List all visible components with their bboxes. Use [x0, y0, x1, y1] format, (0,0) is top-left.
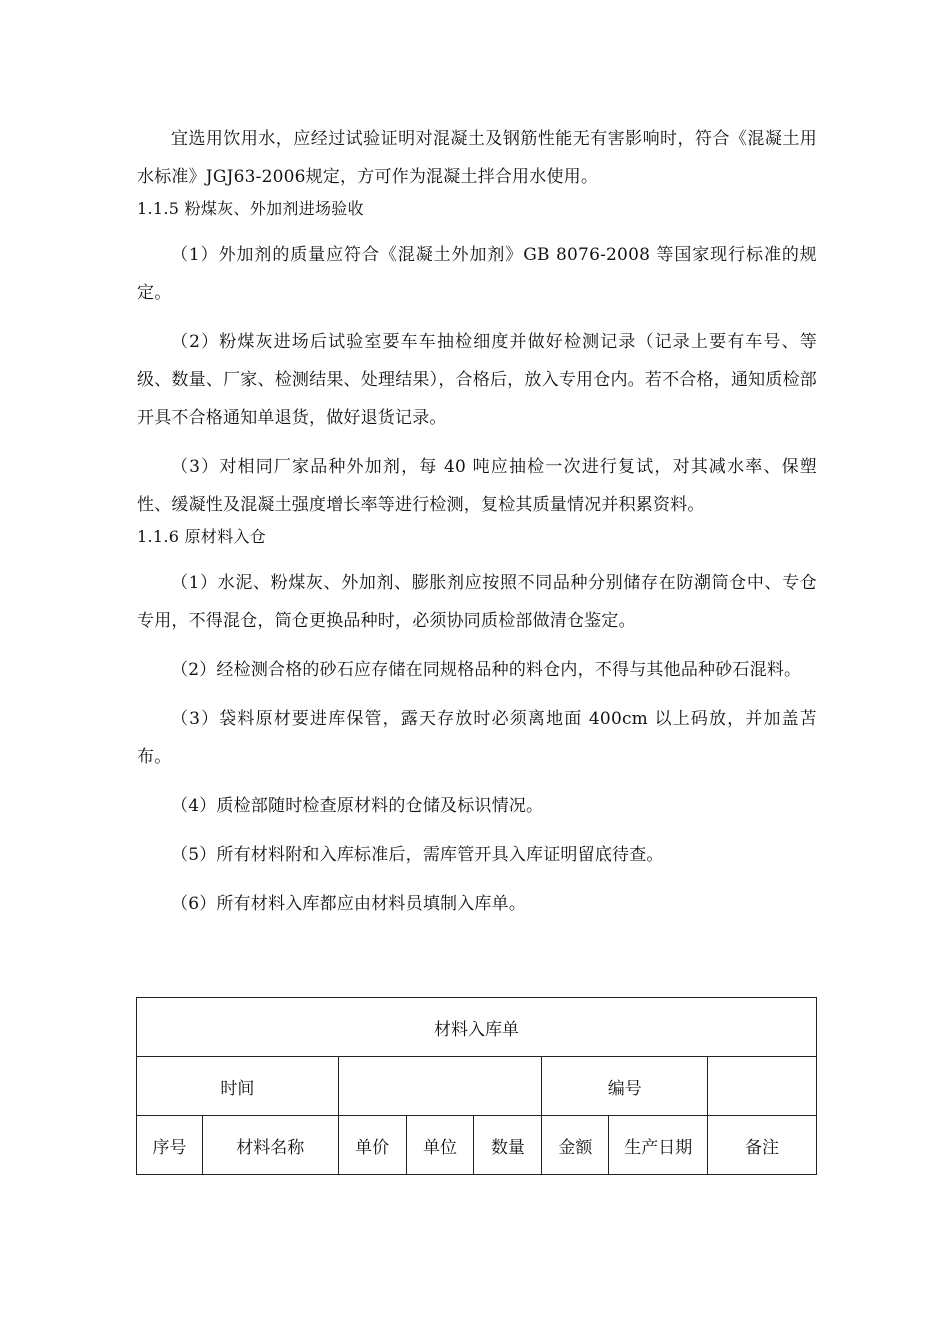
paragraph-aggregate-storage: （2）经检测合格的砂石应存储在同规格品种的料仓内，不得与其他品种砂石混料。: [171, 660, 802, 680]
section-heading-1-1-6: 1.1.6 原材料入仓: [137, 527, 267, 546]
paragraph-admixture-quality: （1）外加剂的质量应符合《混凝土外加剂》GB 8076-2008 等国家现行标准的规定。: [137, 245, 817, 303]
paragraph-admixture-retest: （3）对相同厂家品种外加剂，每 40 吨应抽检一次进行复试，对其减水率、保塑性、缓凝性及混凝土强度增长率等进行检测，复检其质量情况并积累资料。: [137, 457, 817, 515]
table-title: 材料入库单: [137, 998, 817, 1057]
table-header-row: [137, 1116, 817, 1175]
section-heading-1-1-5: 1.1.5 粉煤灰、外加剂进场验收: [137, 199, 364, 218]
column-header-unit: 单位: [406, 1116, 474, 1175]
document-body: [137, 120, 817, 934]
number-value-cell: [708, 1057, 817, 1116]
column-header-unit-price: 单价: [338, 1116, 406, 1175]
paragraph-storage-check: （4）质检部随时检查原材料的仓储及标识情况。: [171, 796, 544, 816]
paragraph-water-requirement: 宜选用饮用水，应经过试验证明对混凝土及钢筋性能无有害影响时，符合《混凝土用水标准》JGJ63-2006规定，方可作为混凝土拌合用水使用。: [137, 129, 817, 187]
paragraph-flyash-inspection: （2）粉煤灰进场后试验室要车车抽检细度并做好检测记录（记录上要有车号、等级、数量、厂家、检测结果、处理结果），合格后，放入专用仓内。若不合格，通知质检部开具不合格通知单退货，做好退货记录。: [137, 332, 817, 428]
number-label: 编号: [542, 1057, 708, 1116]
table-title-row: [137, 998, 817, 1057]
column-header-amount: 金额: [542, 1116, 609, 1175]
paragraph-bagged-material: （3）袋料原材要进库保管，露天存放时必须离地面 400cm 以上码放，并加盖苫布。: [137, 709, 817, 767]
material-receipt-table: [136, 997, 817, 1175]
paragraph-warehouse-receipt: （6）所有材料入库都应由材料员填制入库单。: [171, 894, 527, 914]
paragraph-silo-storage: （1）水泥、粉煤灰、外加剂、膨胀剂应按照不同品种分别储存在防潮筒仓中、专仓专用，不得混仓，筒仓更换品种时，必须协同质检部做清仓鉴定。: [137, 573, 817, 631]
column-header-remarks: 备注: [708, 1116, 817, 1175]
table-meta-row: [137, 1057, 817, 1116]
paragraph-warehouse-certificate: （5）所有材料附和入库标准后，需库管开具入库证明留底待查。: [171, 845, 664, 865]
column-header-material-name: 材料名称: [202, 1116, 338, 1175]
time-label: 时间: [137, 1057, 339, 1116]
column-header-production-date: 生产日期: [609, 1116, 708, 1175]
time-value-cell: [338, 1057, 542, 1116]
column-header-quantity: 数量: [474, 1116, 542, 1175]
column-header-index: 序号: [137, 1116, 203, 1175]
